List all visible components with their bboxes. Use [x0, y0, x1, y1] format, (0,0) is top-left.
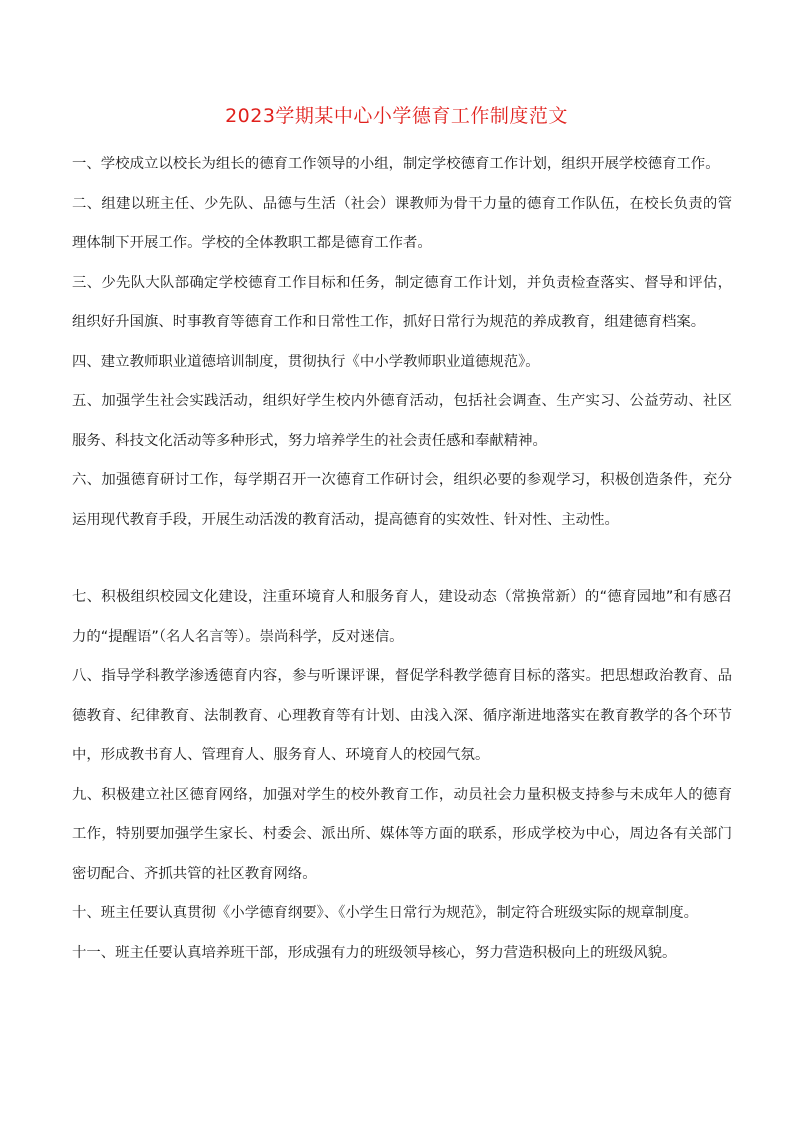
document-body — [72, 145, 732, 973]
paragraph-7: 七、积极组织校园文化建设，注重环境育人和服务育人，建设动态（常换常新）的“德育园地”和有感召力的“提醒语”（名人名言等）。崇尚科学，反对迷信。 — [72, 589, 732, 645]
paragraph-10: 十、班主任要认真贯彻《小学德育纲要》、《小学生日常行为规范》，制定符合班级实际的规章制度。 — [72, 905, 698, 921]
paragraph-4: 四、建立教师职业道德培训制度，贯彻执行《中小学教师职业道德规范》。 — [72, 353, 540, 370]
paragraph-6: 六、加强德育研讨工作，每学期召开一次德育工作研讨会，组织必要的参观学习，积极创造条件，充分运用现代教育手段，开展生动活泼的教育活动，提高德育的实效性、针对性、主动性。 — [72, 472, 732, 528]
paragraph-9: 九、积极建立社区德育网络，加强对学生的校外教育工作，动员社会力量积极支持参与未成年人的德育工作，特别要加强学生家长、村委会、派出所、媒体等方面的联系，形成学校为中心，周边各有关部门密切配合、齐抓共管的社区教育网络。 — [72, 786, 732, 882]
paragraph-11: 十一、班主任要认真培养班干部，形成强有力的班级领导核心，努力营造积极向上的班级风貌。 — [72, 944, 677, 961]
paragraph-2: 二、组建以班主任、少先队、品德与生活（社会）课教师为骨干力量的德育工作队伍，在校长负责的管理体制下开展工作。学校的全体教职工都是德育工作者。 — [72, 195, 732, 251]
document-title: 2023学期某中心小学德育工作制度范文 — [225, 105, 568, 127]
paragraph-1: 一、学校成立以校长为组长的德育工作领导的小组，制定学校德育工作计划，组织开展学校德育工作。 — [72, 156, 720, 172]
paragraph-5: 五、加强学生社会实践活动，组织好学生校内外德育活动，包括社会调查、生产实习、公益劳动、社区服务、科技文化活动等多种形式，努力培养学生的社会责任感和奉献精神。 — [72, 393, 732, 449]
paragraph-3: 三、少先队大队部确定学校德育工作目标和任务，制定德育工作计划，并负责检查落实、督导和评估，组织好升国旗、时事教育等德育工作和日常性工作，抓好日常行为规范的养成教育，组建德育档案。 — [72, 274, 732, 330]
paragraph-spacer — [72, 540, 732, 578]
paragraph-8: 八、指导学科教学渗透德育内容，参与听课评课，督促学科教学德育目标的落实。把思想政治教育、品德教育、纪律教育、法制教育、心理教育等有计划、由浅入深、循序渐进地落实在教育教学的各个环节中，形成教书育人、管理育人、服务育人、环境育人的校园气氛。 — [72, 668, 732, 763]
